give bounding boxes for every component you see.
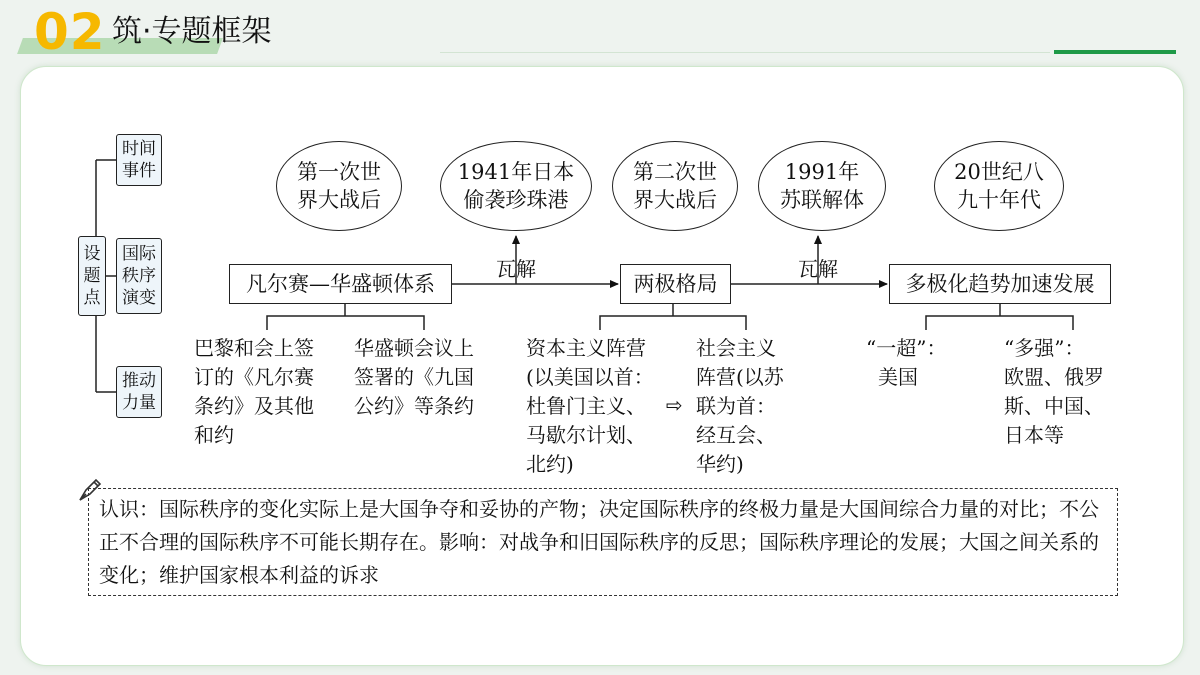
detail-line: 华约) [696,452,744,476]
detail-line: 签署的《九国 [354,365,474,389]
event-line: 界大战后 [633,188,717,212]
event-line: 偷袭珍珠港 [463,188,569,212]
section-number: 02 [34,3,106,61]
event-line: 第一次世 [297,160,381,184]
root-label-box [78,236,106,316]
event-line: 九十年代 [957,188,1041,212]
detail-one-superpower [866,334,946,392]
branch-label-order-evolution [116,238,162,314]
event-line: 第二次世 [633,160,717,184]
arrow-label-collapse-2: 瓦解 [798,257,838,281]
event-line: 1991年 [784,160,860,184]
branch-label-driving-force [116,366,162,418]
branch-label-line: 演变 [122,288,156,308]
detail-line: 美国 [878,365,918,389]
bracket-multipolar-details [926,303,1073,330]
detail-line: 和约 [194,423,234,447]
section-title: 筑·专题框架 [112,14,272,49]
root-label-line-3: 点 [83,288,101,308]
event-line: 苏联解体 [780,188,864,212]
detail-line: 阵营(以苏 [696,365,784,389]
detail-line: 条约》及其他 [194,394,314,418]
event-line: 1941年日本 [457,160,575,184]
root-label-line-1: 设 [83,244,101,264]
branch-label-time-events [116,134,162,186]
detail-capitalist-camp [526,334,654,479]
detail-line: 北约) [526,452,574,476]
branch-label-line: 事件 [122,161,156,181]
detail-line: 社会主义 [696,336,776,360]
detail-paris-peace-conference [194,334,314,450]
branch-label-line: 秩序 [122,266,156,286]
detail-washington-conference [354,334,474,421]
bracket-bipolar-details [600,303,746,330]
detail-line: 联为首： [696,394,776,418]
double-arrow-icon: ⇨ [666,393,683,417]
detail-line: 资本主义阵营 [526,336,646,360]
detail-line: “一超”： [866,336,947,360]
event-pearl-harbor [440,141,592,231]
detail-line: 斯、中国、 [1004,394,1104,418]
detail-line: 华盛顿会议上 [354,336,474,360]
detail-line: 杜鲁门主义、 [526,394,646,418]
detail-many-powers [1004,334,1104,450]
arrow-label-collapse-1: 瓦解 [496,257,536,281]
event-line: 界大战后 [297,188,381,212]
event-soviet-collapse [758,141,886,231]
detail-line: 欧盟、俄罗 [1004,365,1104,389]
event-after-ww1 [276,141,402,231]
event-line: 20世纪八 [954,160,1044,184]
event-1980s-1990s [934,141,1064,231]
summary-note: 认识：国际秩序的变化实际上是大国争夺和妥协的产物；决定国际秩序的终极力量是大国间综合力量的对比；不公正不合理的国际秩序不可能长期存在。影响：对战争和旧国际秩序的反思；国际秩序理论的发展；大国之间关系的变化；维护国家根本利益的诉求 [88,488,1118,596]
event-after-ww2 [612,141,738,231]
detail-line: 订的《凡尔赛 [194,365,314,389]
branch-label-line: 时间 [122,139,156,159]
detail-line: 经互会、 [696,423,776,447]
root-label-line-2: 题 [83,266,101,286]
system-multipolar: 多极化趋势加速发展 [889,264,1111,304]
detail-socialist-camp [696,334,784,479]
detail-line: 巴黎和会上签 [194,336,314,360]
bracket-versailles-details [267,303,424,330]
branch-label-line: 力量 [122,393,156,413]
detail-line: 日本等 [1004,423,1064,447]
system-bipolar: 两极格局 [620,264,731,304]
branch-label-line: 推动 [122,371,156,391]
detail-line: 公约》等条约 [354,394,474,418]
detail-line: 马歇尔计划、 [526,423,646,447]
detail-line: (以美国以首： [526,365,654,389]
branch-label-line: 国际 [122,244,156,264]
detail-line: “多强”： [1004,336,1085,360]
system-versailles-washington: 凡尔赛—华盛顿体系 [229,264,452,304]
